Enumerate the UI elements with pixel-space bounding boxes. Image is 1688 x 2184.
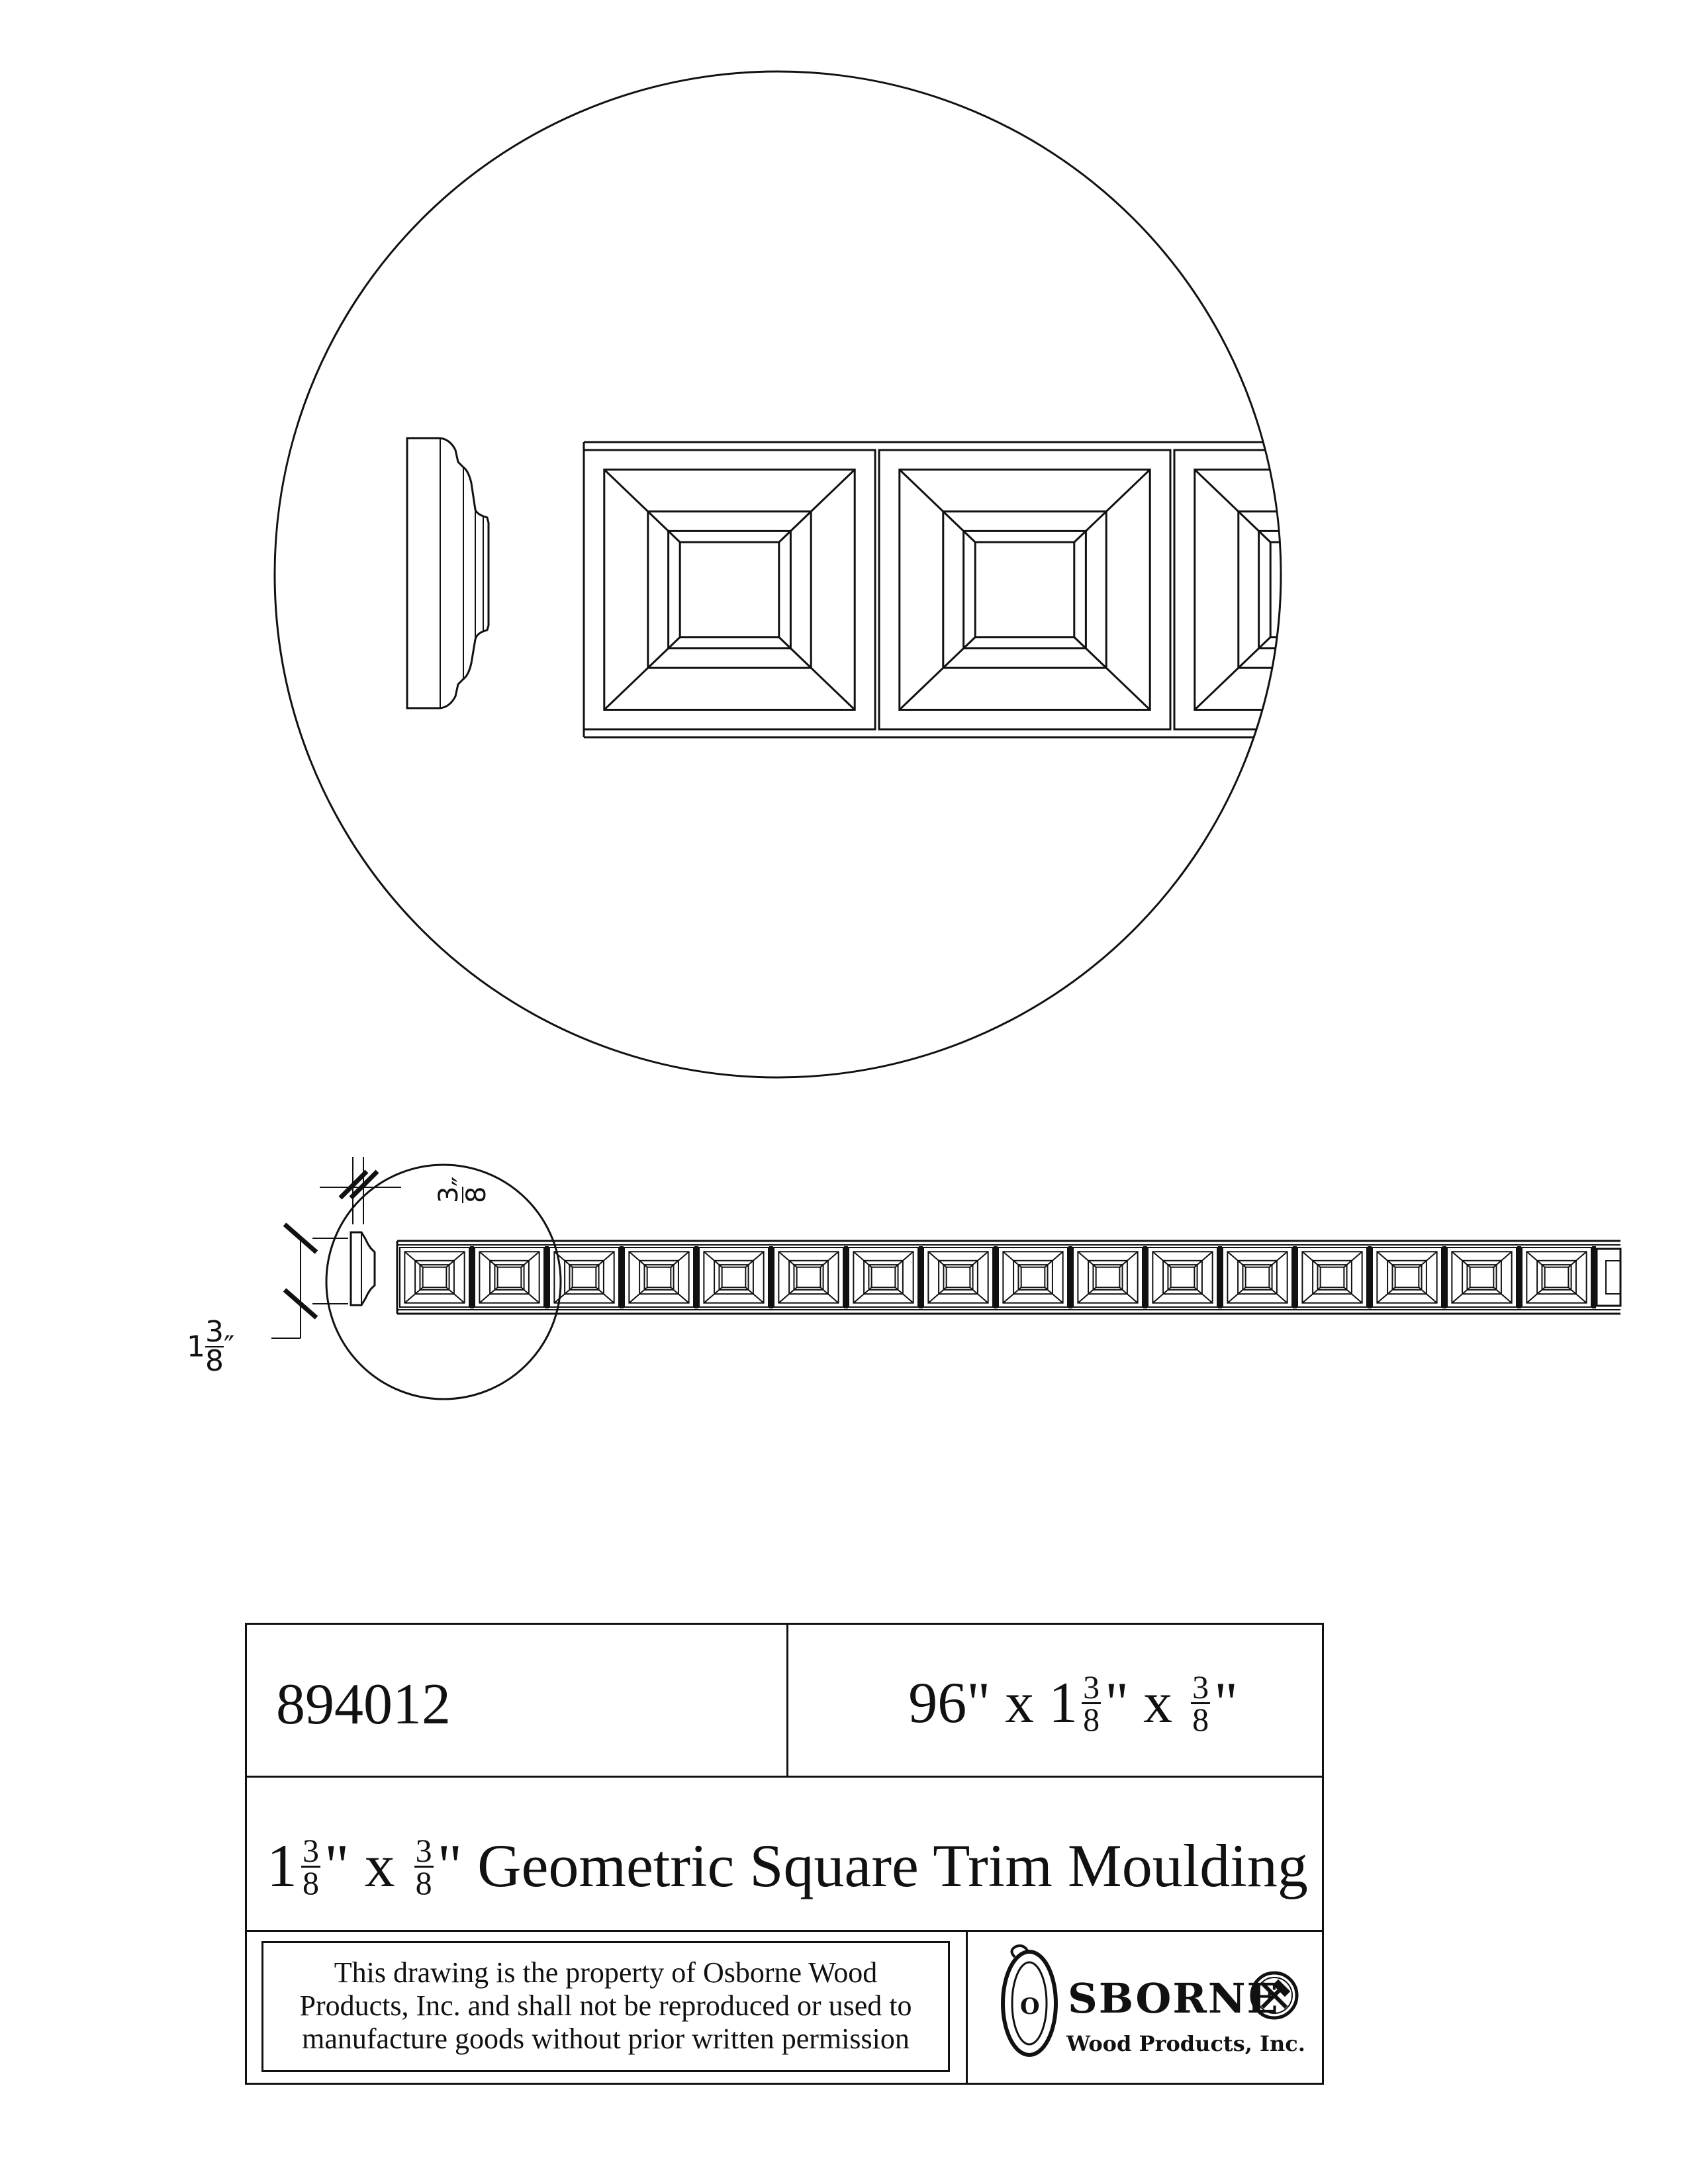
product-description: 1 $\frac{3}{8}$ " x $\frac{3}{8}$ " Geometric Square Trim Moulding [267, 1832, 1308, 1902]
overall-profile [351, 1232, 375, 1305]
logo-subtitle: Wood Products, Inc. [1066, 2031, 1305, 2056]
overall-size: 96" x 1 $\frac{3}{8}$ " x $\frac{3}{8}$ " [908, 1668, 1238, 1739]
part-number-cell [247, 1625, 788, 1776]
strip-panel [774, 1248, 843, 1307]
notice-row [247, 1932, 1322, 2083]
logo-brand: SBORNE [1068, 1974, 1280, 2023]
detail-front [584, 442, 1466, 737]
detail-panel [879, 450, 1170, 729]
detail-circle [275, 71, 1281, 1077]
strip-panel [1297, 1248, 1367, 1307]
strip-panel [923, 1248, 993, 1307]
strip-panel [1447, 1248, 1517, 1307]
osborne-logo [975, 1937, 1319, 2076]
detail-panel [1174, 450, 1466, 729]
strip-panel [1148, 1248, 1217, 1307]
strip-panel-partial [1597, 1249, 1620, 1306]
detail-panel [584, 450, 875, 729]
title-row-top [247, 1625, 1322, 1778]
description-row [247, 1778, 1322, 1932]
copyright-notice: This drawing is the property of Osborne Wood Products, Inc. and shall not be reproduced or used to manufacture goods without prior written permission [261, 1941, 950, 2072]
strip-panel [1522, 1248, 1591, 1307]
strip-panel [849, 1248, 918, 1307]
strip-panel [998, 1248, 1068, 1307]
strip-panel [699, 1248, 769, 1307]
strip-panel [624, 1248, 694, 1307]
svg-text:O: O [1020, 1993, 1040, 2020]
thickness-label: 3 8 ″ [434, 1176, 492, 1203]
overall-strip [397, 1241, 1620, 1314]
strip-panel [475, 1248, 544, 1307]
title-block [245, 1623, 1324, 2085]
thickness-dimension [320, 1157, 401, 1224]
strip-panel [1073, 1248, 1143, 1307]
width-dimension [271, 1224, 348, 1338]
strip-panel [1372, 1248, 1442, 1307]
tools-emblem-icon [1248, 1969, 1301, 2022]
size-cell [788, 1625, 1324, 1776]
strip-panel [400, 1248, 469, 1307]
detail-profile [407, 438, 489, 708]
width-label: 1 $\frac{3}{8}$ ″ [187, 1315, 235, 1378]
detail-view [275, 71, 1466, 1077]
part-number: 894012 [276, 1672, 451, 1737]
strip-panel [1223, 1248, 1292, 1307]
